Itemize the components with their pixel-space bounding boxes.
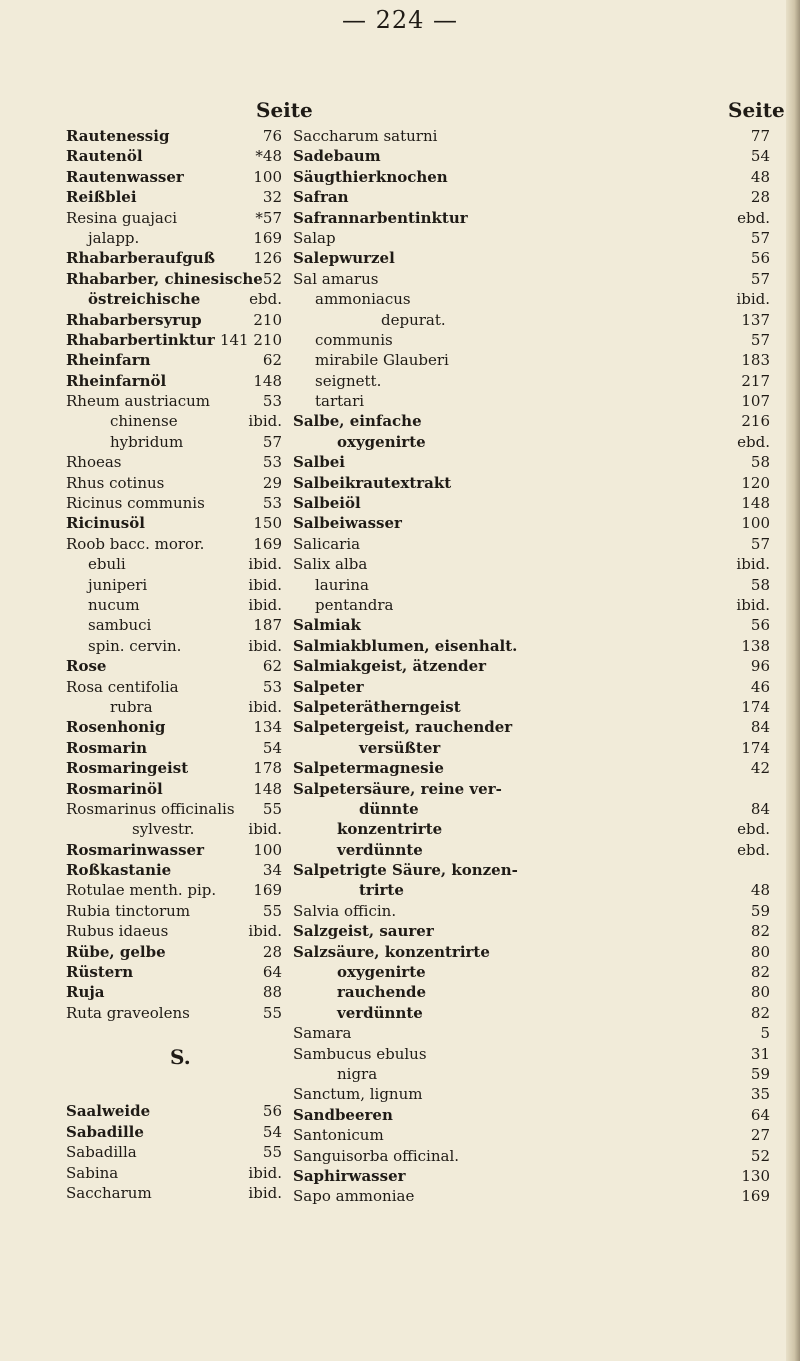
index-term: juniperi: [88, 575, 148, 594]
index-term: Rosmarin: [66, 738, 148, 757]
index-page-ref: 148: [253, 779, 282, 798]
index-term: mirabile Glauberi: [315, 351, 449, 370]
index-term: Rautenwasser: [66, 167, 184, 186]
index-page-ref: 169: [253, 228, 282, 247]
index-term: Rosa centifolia: [66, 677, 179, 696]
index-page-ref: 210: [253, 310, 282, 329]
index-term: Santonicum: [293, 1126, 384, 1145]
index-page-ref: 134: [253, 718, 282, 737]
index-page-ref: 57: [750, 330, 770, 349]
index-term: Sapo ammoniae: [293, 1187, 415, 1206]
index-page-ref: 42: [750, 759, 770, 778]
index-term: Salzgeist, saurer: [293, 922, 434, 941]
index-term: sambuci: [88, 616, 152, 635]
index-term: Rosmarinöl: [66, 779, 163, 798]
index-page-ref: 55: [262, 799, 282, 818]
page-number-header: — 224 —: [341, 6, 459, 34]
index-term: östreichische: [88, 290, 201, 309]
index-page-ref: 5: [760, 1024, 770, 1043]
index-term: Salbei: [293, 453, 345, 472]
index-entry: [0, 1142, 400, 1163]
index-page-ref: 53: [262, 392, 282, 411]
index-page-ref: 126: [253, 249, 282, 268]
index-page-ref: 96: [750, 657, 770, 676]
index-page-ref: 82: [750, 1003, 770, 1022]
index-page-ref: ibid.: [248, 412, 282, 431]
index-term: Rautenöl: [66, 147, 143, 166]
index-entry: [0, 717, 800, 737]
index-page-ref: 58: [750, 575, 770, 594]
index-term: Ricinusöl: [66, 514, 145, 533]
index-term: Rübe, gelbe: [66, 942, 166, 961]
index-entry: [0, 738, 800, 758]
index-term: Sanctum, lignum: [293, 1085, 423, 1104]
index-term: Säugthierknochen: [293, 167, 448, 186]
index-entry: [0, 942, 800, 962]
index-page-ref: 100: [253, 167, 282, 186]
index-page-ref: 148: [253, 371, 282, 390]
index-term: Reißblei: [66, 188, 137, 207]
index-term: trirte: [359, 881, 404, 900]
index-term: Salpetermagnesie: [293, 759, 444, 778]
index-term: dünnte: [359, 799, 419, 818]
index-page-ref: 57: [750, 228, 770, 247]
index-entry: [0, 493, 800, 513]
index-page-ref: 55: [262, 1143, 282, 1162]
index-page-ref: 100: [741, 514, 770, 533]
index-term: Sadebaum: [293, 147, 381, 166]
index-entry: [0, 248, 800, 268]
index-page-ref: 52: [750, 1146, 770, 1165]
index-entry: [0, 452, 800, 472]
index-entry: [0, 819, 800, 839]
index-page-ref: ebd.: [249, 290, 282, 309]
index-entry: [0, 1064, 800, 1084]
index-page-ref: 58: [750, 453, 770, 472]
index-term: Salap: [293, 228, 336, 247]
index-page-ref: 64: [750, 1105, 770, 1124]
index-term: Rüstern: [66, 963, 134, 982]
index-page-ref: 55: [262, 1003, 282, 1022]
index-entry: [0, 513, 800, 533]
index-term: Rose: [66, 657, 107, 676]
index-entry: [0, 269, 800, 289]
index-page-ref: 120: [741, 473, 770, 492]
index-term: Roob bacc. moror.: [66, 534, 205, 553]
index-entry: [0, 391, 800, 411]
index-term: seignett.: [315, 371, 382, 390]
index-page-ref: ibid.: [736, 290, 770, 309]
index-term: verdünnte: [337, 840, 423, 859]
index-page-ref: 178: [253, 759, 282, 778]
index-term: chinense: [110, 412, 178, 431]
index-term: Roßkastanie: [66, 861, 172, 880]
index-page-ref: 64: [262, 963, 282, 982]
index-entry: [0, 921, 800, 941]
index-entry: [0, 697, 800, 717]
index-term: ebuli: [88, 555, 126, 574]
index-page-ref: 183: [741, 351, 770, 370]
index-term: Samara: [293, 1024, 352, 1043]
index-term: Sanguisorba officinal.: [293, 1146, 460, 1165]
index-term: Salmiakblumen, eisenhalt.: [293, 636, 518, 655]
index-entry: [0, 758, 800, 778]
index-entry: [0, 595, 800, 615]
index-term: Rhabarber, chinesische: [66, 269, 263, 288]
index-term: Resina guajaci: [66, 208, 178, 227]
index-entry: [0, 167, 800, 187]
index-term: Rosmaringeist: [66, 759, 189, 778]
index-page-ref: 28: [262, 942, 282, 961]
index-page-ref: 54: [750, 147, 770, 166]
index-page-ref: ebd.: [737, 432, 770, 451]
index-term: Salicaria: [293, 534, 361, 553]
index-term: Salbeikrautextrakt: [293, 473, 452, 492]
index-term: Ruta graveolens: [66, 1003, 190, 1022]
index-term: sylvestr.: [132, 820, 195, 839]
index-term: Salmiakgeist, ätzender: [293, 657, 487, 676]
index-term: Rubia tinctorum: [66, 901, 191, 920]
right-column-page-label: Seite: [728, 98, 785, 122]
index-term: hybridum: [110, 432, 184, 451]
index-page-ref: ibid.: [736, 595, 770, 614]
index-page-ref: ibid.: [248, 697, 282, 716]
index-term: Rosmarinus officinalis: [66, 799, 235, 818]
index-term: Rhus cotinus: [66, 473, 165, 492]
index-page-ref: *57: [255, 208, 282, 227]
index-entry: [0, 1183, 400, 1204]
index-page-ref: 169: [253, 881, 282, 900]
index-entry: [0, 840, 800, 860]
index-page-ref: ibid.: [248, 595, 282, 614]
index-term: Rubus idaeus: [66, 922, 169, 941]
index-page-ref: 55: [262, 901, 282, 920]
index-page-ref: 56: [750, 616, 770, 635]
index-term: Rosmarinwasser: [66, 840, 204, 859]
index-page-ref: 62: [262, 351, 282, 370]
index-term: Rhabarbertinktur: [66, 330, 215, 349]
index-page-ref: 217: [741, 371, 770, 390]
section-letter-s: S.: [170, 1045, 191, 1069]
index-page-ref: 130: [741, 1166, 770, 1185]
index-entry: [0, 330, 800, 350]
index-page-ref: 80: [750, 942, 770, 961]
index-entry: [0, 575, 800, 595]
index-term: Salbeiwasser: [293, 514, 402, 533]
index-term: Rhoeas: [66, 453, 122, 472]
index-page-ref: ibid.: [248, 555, 282, 574]
index-entry: [0, 677, 800, 697]
index-term: Rotulae menth. pip.: [66, 881, 217, 900]
index-page-ref: 100: [253, 840, 282, 859]
index-term: Sandbeeren: [293, 1105, 393, 1124]
index-entry: [0, 126, 800, 146]
index-page-ref: ebd.: [737, 840, 770, 859]
index-page-ref: 32: [262, 188, 282, 207]
index-entry: [0, 1044, 800, 1064]
index-page-ref: 141 210: [219, 330, 282, 349]
index-entry: [0, 1163, 400, 1184]
index-page-ref: 138: [741, 636, 770, 655]
index-term: Safran: [293, 188, 349, 207]
index-term: oxygenirte: [337, 432, 426, 451]
index-term: pentandra: [315, 595, 394, 614]
index-term: Rheinfarnöl: [66, 371, 167, 390]
index-page-ref: 174: [741, 738, 770, 757]
right-index-column: [0, 126, 800, 1207]
index-term: Salbe, einfache: [293, 412, 422, 431]
index-page-ref: 46: [750, 677, 770, 696]
index-term: ammoniacus: [315, 290, 411, 309]
index-term: Saccharum saturni: [293, 127, 438, 145]
index-page-ref: 29: [262, 473, 282, 492]
index-page-ref: ebd.: [737, 208, 770, 227]
index-term: Salpeterätherngeist: [293, 697, 461, 716]
s-section-column: [0, 1101, 400, 1204]
index-term: Salpetergeist, rauchender: [293, 718, 513, 737]
index-entry: [0, 901, 800, 921]
index-entry: [0, 1023, 800, 1043]
index-page-ref: ibid.: [248, 1163, 282, 1182]
index-entry: [0, 656, 800, 676]
index-entry: [0, 982, 800, 1002]
index-term: Saalweide: [66, 1102, 151, 1120]
index-entry: [0, 473, 800, 493]
index-entry: [0, 208, 800, 228]
index-term: Saphirwasser: [293, 1166, 406, 1185]
index-term: Salvia officin.: [293, 901, 397, 920]
index-term: Sal amarus: [293, 269, 379, 288]
index-page-ref: 52: [262, 269, 282, 288]
index-term: verdünnte: [337, 1003, 423, 1022]
index-page-ref: 82: [750, 922, 770, 941]
index-page-ref: 216: [741, 412, 770, 431]
index-entry: [0, 228, 800, 248]
index-page-ref: 82: [750, 963, 770, 982]
index-page-ref: 59: [750, 901, 770, 920]
index-page-ref: 34: [262, 861, 282, 880]
index-term: Sabina: [66, 1163, 119, 1182]
index-entry: [0, 1122, 400, 1143]
index-entry: [0, 289, 800, 309]
index-page-ref: 169: [253, 534, 282, 553]
index-page-ref: 53: [262, 453, 282, 472]
index-term: Rhabarberaufguß: [66, 249, 216, 268]
index-page-ref: 56: [262, 1102, 282, 1120]
index-page-ref: 31: [750, 1044, 770, 1063]
index-term: Salix alba: [293, 555, 368, 574]
index-entry: [0, 636, 800, 656]
index-entry: [0, 779, 800, 799]
index-page-ref: 57: [750, 534, 770, 553]
index-page-ref: ibid.: [736, 555, 770, 574]
index-entry: [0, 146, 800, 166]
index-entry: [0, 187, 800, 207]
index-entry: [0, 1003, 800, 1023]
index-page-ref: 84: [750, 799, 770, 818]
index-page-ref: 150: [253, 514, 282, 533]
index-entry: [0, 1101, 400, 1122]
left-column-page-label: Seite: [256, 98, 313, 122]
index-page-ref: 80: [750, 983, 770, 1002]
index-term: depurat.: [381, 310, 446, 329]
index-term: Sambucus ebulus: [293, 1044, 427, 1063]
index-page-ref: 57: [750, 269, 770, 288]
index-term: Safrannarbentinktur: [293, 208, 468, 227]
index-term: Rhabarbersyrup: [66, 310, 202, 329]
index-term: Ricinus communis: [66, 494, 205, 513]
index-term: laurina: [315, 575, 369, 594]
index-term: versüßter: [359, 738, 441, 757]
index-page-ref: 137: [741, 310, 770, 329]
index-term: Salbeiöl: [293, 494, 361, 513]
index-page-ref: 107: [741, 392, 770, 411]
index-term: Rheum austriacum: [66, 392, 211, 411]
index-term: Salpetersäure, reine ver-: [293, 779, 502, 798]
index-entry: [0, 350, 800, 370]
index-page-ref: 187: [253, 616, 282, 635]
index-entry: [0, 799, 800, 819]
index-page-ref: 53: [262, 677, 282, 696]
index-term: Rautenessig: [66, 127, 170, 145]
index-term: Sabadille: [66, 1122, 144, 1141]
index-page-ref: ibid.: [248, 636, 282, 655]
index-term: Rosenhonig: [66, 718, 166, 737]
index-term: Salepwurzel: [293, 249, 395, 268]
index-page-ref: 62: [262, 657, 282, 676]
index-term: spin. cervin.: [88, 636, 182, 655]
index-term: rauchende: [337, 983, 427, 1002]
index-entry: [0, 411, 800, 431]
index-page-ref: 27: [750, 1126, 770, 1145]
index-page-ref: 76: [262, 127, 282, 145]
index-term: jalapp.: [88, 228, 140, 247]
index-page-ref: 77: [750, 127, 770, 145]
index-page-ref: ebd.: [737, 820, 770, 839]
index-page-ref: ibid.: [248, 1184, 282, 1203]
index-page-ref: 57: [262, 432, 282, 451]
index-page-ref: 53: [262, 494, 282, 513]
index-page-ref: 169: [741, 1187, 770, 1206]
index-page-ref: 48: [750, 881, 770, 900]
index-page-ref: 54: [262, 1122, 282, 1141]
index-term: Salpetrigte Säure, konzen-: [293, 861, 518, 880]
index-entry: [0, 310, 800, 330]
index-page-ref: 28: [750, 188, 770, 207]
index-term: rubra: [110, 697, 153, 716]
index-page-ref: 56: [750, 249, 770, 268]
index-entry: [0, 432, 800, 452]
index-entry: [0, 860, 800, 880]
index-page-ref: 174: [741, 697, 770, 716]
index-entry: [0, 880, 800, 900]
index-term: Salzsäure, konzentrirte: [293, 942, 490, 961]
index-entry: [0, 962, 800, 982]
index-term: konzentrirte: [337, 820, 443, 839]
index-page-ref: 88: [262, 983, 282, 1002]
index-entry: [0, 554, 800, 574]
index-term: Salmiak: [293, 616, 361, 635]
index-term: nigra: [337, 1064, 378, 1083]
index-page-ref: 148: [741, 494, 770, 513]
index-page-ref: 48: [750, 167, 770, 186]
index-entry: [0, 534, 800, 554]
index-term: Ruja: [66, 983, 105, 1002]
index-term: tartari: [315, 392, 365, 411]
index-page-ref: *48: [255, 147, 282, 166]
index-page-ref: ibid.: [248, 575, 282, 594]
index-term: communis: [315, 330, 393, 349]
index-term: Rheinfarn: [66, 351, 151, 370]
index-page-ref: ibid.: [248, 820, 282, 839]
index-page-ref: 35: [750, 1085, 770, 1104]
index-page-ref: ibid.: [248, 922, 282, 941]
index-entry: [0, 371, 800, 391]
index-term: Salpeter: [293, 677, 364, 696]
index-page-ref: 54: [262, 738, 282, 757]
index-term: oxygenirte: [337, 963, 426, 982]
index-page-ref: 59: [750, 1064, 770, 1083]
index-term: Sabadilla: [66, 1143, 137, 1162]
index-term: Saccharum: [66, 1184, 152, 1203]
index-page-ref: 84: [750, 718, 770, 737]
index-term: nucum: [88, 595, 140, 614]
index-entry: [0, 615, 800, 635]
